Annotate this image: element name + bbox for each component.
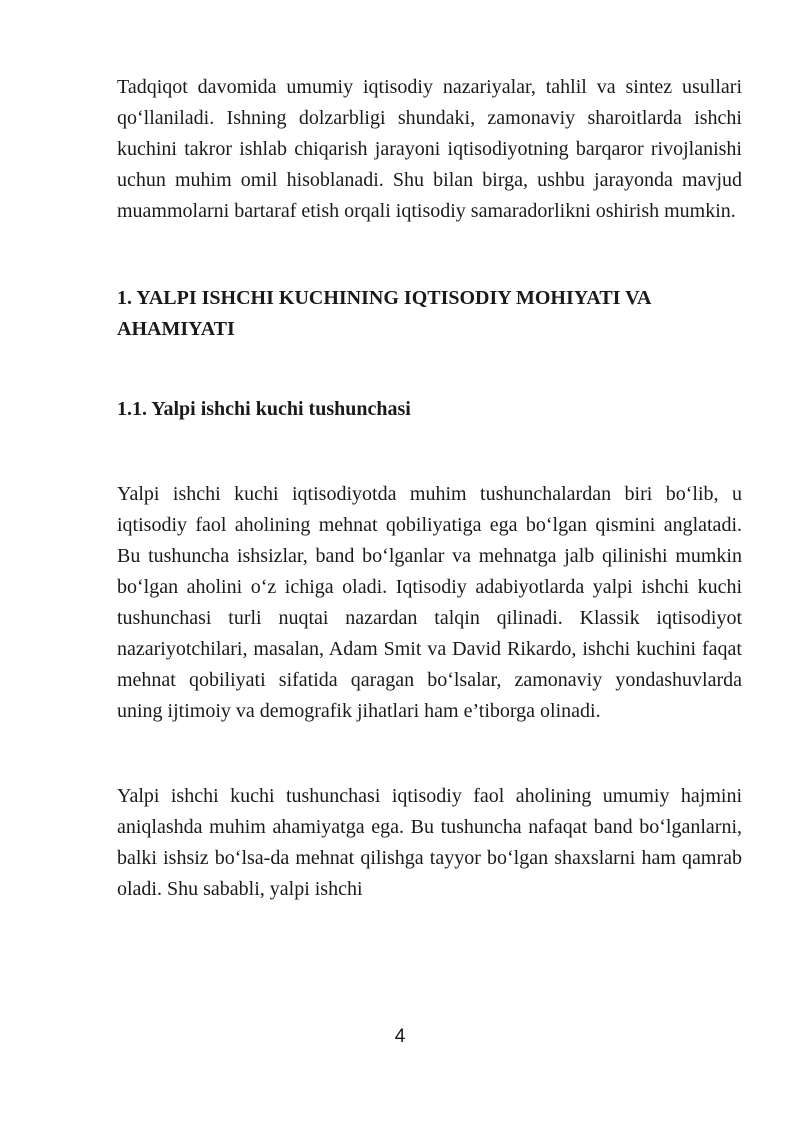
body-paragraph-2: Yalpi ishchi kuchi tushunchasi iqtisodiy faol aholining umumiy hajmini aniqlashda muhim ahamiyatga ega. Bu tushuncha nafaqat band bo‘lganlarni, balki ishsiz bo‘lsa-da mehnat qilishga tayyor bo‘lgan shaxslarni ham qamrab oladi. Shu sababli, yalpi ishchi bbox=[117, 785, 742, 900]
intro-paragraph: Tadqiqot davomida umumiy iqtisodiy nazariyalar, tahlil va sintez usullari qo‘llaniladi. Ishning dolzarbligi shundaki, zamonaviy sharoitlarda ishchi kuchini takror ishlab chiqarish jarayoni iqtisodiyotning barqaror rivojlanishi uchun muhim omil hisoblanadi. Shu bilan birga, ushbu jarayonda mavjud muammolarni bartaraf etish orqali iqtisodiy samaradorlikni oshirish mumkin. bbox=[117, 76, 742, 222]
body-paragraph-1: Yalpi ishchi kuchi iqtisodiyotda muhim tushunchalardan biri bo‘lib, u iqtisodiy faol aholining mehnat qobiliyatiga ega bo‘lgan qismini anglatadi. Bu tushuncha ishsizlar, band bo‘lganlar va mehnatga jalb qilinishi mumkin bo‘lgan aholini o‘z ichiga oladi. Iqtisodiy adabiyotlarda yalpi ishchi kuchi tushunchasi turli nuqtai nazardan talqin qilinadi. Klassik iqtisodiyot nazariyotchilari, masalan, Adam Smit va David Rikardo, ishchi kuchini faqat mehnat qobiliyati sifatida qaragan bo‘lsalar, zamonaviy yondashuvlarda uning ijtimoiy va demografik jihatlari ham e’tiborga olinadi. bbox=[117, 483, 742, 722]
page-number: 4 bbox=[394, 1026, 406, 1047]
subsection-heading: 1.1. Yalpi ishchi kuchi tushunchasi bbox=[117, 398, 411, 420]
document-page bbox=[117, 72, 742, 905]
section-heading: 1. YALPI ISHCHI KUCHINING IQTISODIY MOHIYATI VA AHAMIYATI bbox=[117, 287, 651, 340]
